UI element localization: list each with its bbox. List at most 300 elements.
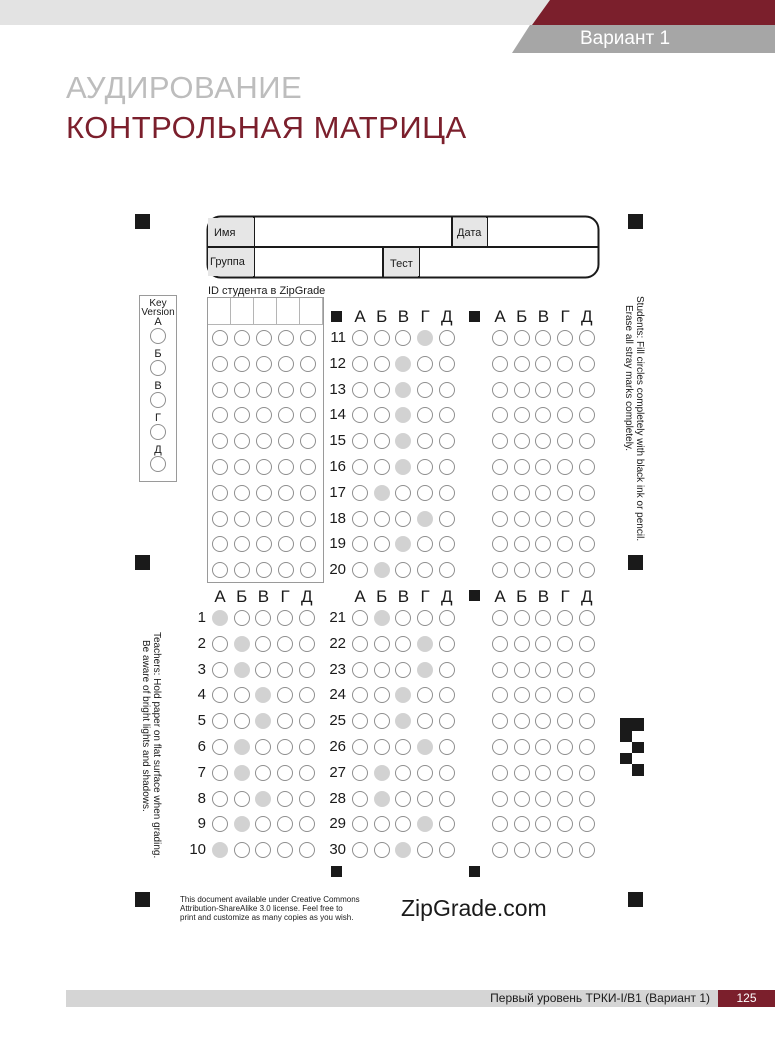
answer-bubble[interactable] [352,485,368,501]
answer-bubble[interactable] [277,791,293,807]
answer-bubble[interactable] [395,536,411,552]
answer-bubble[interactable] [212,791,228,807]
answer-bubble[interactable] [579,511,595,527]
id-digit-bubble[interactable] [212,433,228,449]
answer-bubble[interactable] [299,842,315,858]
answer-bubble[interactable] [557,511,573,527]
id-digit-bubble[interactable] [278,562,294,578]
answer-bubble[interactable] [492,791,508,807]
answer-bubble[interactable] [352,330,368,346]
id-digit-bubble[interactable] [278,485,294,501]
answer-bubble[interactable] [557,791,573,807]
answer-bubble[interactable] [579,433,595,449]
key-version-bubble[interactable] [150,328,166,344]
answer-bubble[interactable] [395,765,411,781]
answer-bubble[interactable] [299,662,315,678]
answer-bubble[interactable] [255,636,271,652]
answer-bubble[interactable] [395,842,411,858]
answer-bubble[interactable] [395,356,411,372]
id-write-cell[interactable] [277,298,300,324]
answer-bubble[interactable] [352,407,368,423]
answer-bubble[interactable] [579,739,595,755]
answer-bubble[interactable] [255,739,271,755]
answer-bubble[interactable] [417,562,433,578]
id-digit-bubble[interactable] [256,562,272,578]
answer-bubble[interactable] [579,459,595,475]
answer-bubble[interactable] [352,562,368,578]
answer-bubble[interactable] [277,662,293,678]
answer-bubble[interactable] [212,739,228,755]
answer-bubble[interactable] [535,739,551,755]
answer-bubble[interactable] [417,407,433,423]
answer-bubble[interactable] [374,816,390,832]
date-field[interactable] [489,218,589,246]
id-digit-bubble[interactable] [212,382,228,398]
answer-bubble[interactable] [395,511,411,527]
answer-bubble[interactable] [579,687,595,703]
answer-bubble[interactable] [535,485,551,501]
answer-bubble[interactable] [492,485,508,501]
id-digit-bubble[interactable] [256,356,272,372]
answer-bubble[interactable] [492,356,508,372]
answer-bubble[interactable] [374,610,390,626]
answer-bubble[interactable] [514,407,530,423]
answer-bubble[interactable] [579,562,595,578]
answer-bubble[interactable] [395,459,411,475]
id-digit-bubble[interactable] [212,562,228,578]
answer-bubble[interactable] [352,382,368,398]
answer-bubble[interactable] [535,713,551,729]
id-digit-bubble[interactable] [300,562,316,578]
id-digit-bubble[interactable] [256,485,272,501]
answer-bubble[interactable] [535,662,551,678]
key-version-bubble[interactable] [150,424,166,440]
answer-bubble[interactable] [352,459,368,475]
answer-bubble[interactable] [255,687,271,703]
answer-bubble[interactable] [492,433,508,449]
id-digit-bubble[interactable] [234,330,250,346]
answer-bubble[interactable] [535,511,551,527]
answer-bubble[interactable] [374,791,390,807]
answer-bubble[interactable] [514,662,530,678]
answer-bubble[interactable] [255,662,271,678]
answer-bubble[interactable] [439,433,455,449]
id-digit-bubble[interactable] [256,330,272,346]
answer-bubble[interactable] [299,713,315,729]
answer-bubble[interactable] [374,562,390,578]
answer-bubble[interactable] [557,739,573,755]
answer-bubble[interactable] [255,816,271,832]
id-digit-bubble[interactable] [212,536,228,552]
answer-bubble[interactable] [395,382,411,398]
answer-bubble[interactable] [212,610,228,626]
answer-bubble[interactable] [557,382,573,398]
answer-bubble[interactable] [579,662,595,678]
answer-bubble[interactable] [234,636,250,652]
answer-bubble[interactable] [557,407,573,423]
answer-bubble[interactable] [352,610,368,626]
answer-bubble[interactable] [417,330,433,346]
answer-bubble[interactable] [492,511,508,527]
answer-bubble[interactable] [395,713,411,729]
answer-bubble[interactable] [557,687,573,703]
answer-bubble[interactable] [395,610,411,626]
answer-bubble[interactable] [374,511,390,527]
id-digit-bubble[interactable] [212,330,228,346]
answer-bubble[interactable] [417,485,433,501]
answer-bubble[interactable] [579,765,595,781]
answer-bubble[interactable] [395,739,411,755]
answer-bubble[interactable] [212,687,228,703]
answer-bubble[interactable] [557,662,573,678]
answer-bubble[interactable] [395,562,411,578]
answer-bubble[interactable] [212,636,228,652]
answer-bubble[interactable] [417,662,433,678]
id-digit-bubble[interactable] [300,459,316,475]
answer-bubble[interactable] [277,610,293,626]
answer-bubble[interactable] [234,662,250,678]
id-digit-bubble[interactable] [278,536,294,552]
answer-bubble[interactable] [395,330,411,346]
answer-bubble[interactable] [514,382,530,398]
answer-bubble[interactable] [535,842,551,858]
answer-bubble[interactable] [579,842,595,858]
key-version-bubble[interactable] [150,360,166,376]
answer-bubble[interactable] [352,842,368,858]
answer-bubble[interactable] [277,765,293,781]
id-digit-bubble[interactable] [234,459,250,475]
answer-bubble[interactable] [352,713,368,729]
id-digit-bubble[interactable] [234,536,250,552]
answer-bubble[interactable] [395,687,411,703]
answer-bubble[interactable] [417,842,433,858]
answer-bubble[interactable] [212,842,228,858]
id-digit-bubble[interactable] [278,407,294,423]
answer-bubble[interactable] [579,407,595,423]
answer-bubble[interactable] [255,765,271,781]
id-digit-bubble[interactable] [256,536,272,552]
answer-bubble[interactable] [277,739,293,755]
answer-bubble[interactable] [417,356,433,372]
answer-bubble[interactable] [417,739,433,755]
answer-bubble[interactable] [374,382,390,398]
answer-bubble[interactable] [395,407,411,423]
answer-bubble[interactable] [374,687,390,703]
answer-bubble[interactable] [492,713,508,729]
answer-bubble[interactable] [514,739,530,755]
answer-bubble[interactable] [374,713,390,729]
answer-bubble[interactable] [535,687,551,703]
answer-bubble[interactable] [535,791,551,807]
answer-bubble[interactable] [234,610,250,626]
id-digit-bubble[interactable] [212,485,228,501]
id-write-cell[interactable] [231,298,254,324]
answer-bubble[interactable] [255,713,271,729]
answer-bubble[interactable] [557,562,573,578]
answer-bubble[interactable] [352,791,368,807]
id-digit-bubble[interactable] [300,382,316,398]
answer-bubble[interactable] [557,433,573,449]
id-digit-bubble[interactable] [256,459,272,475]
answer-bubble[interactable] [439,739,455,755]
answer-bubble[interactable] [417,765,433,781]
answer-bubble[interactable] [374,433,390,449]
id-digit-bubble[interactable] [300,485,316,501]
id-digit-bubble[interactable] [256,433,272,449]
answer-bubble[interactable] [579,536,595,552]
answer-bubble[interactable] [514,459,530,475]
answer-bubble[interactable] [439,816,455,832]
answer-bubble[interactable] [234,842,250,858]
answer-bubble[interactable] [535,382,551,398]
answer-bubble[interactable] [299,739,315,755]
id-digit-bubble[interactable] [300,356,316,372]
answer-bubble[interactable] [535,356,551,372]
answer-bubble[interactable] [277,713,293,729]
answer-bubble[interactable] [299,610,315,626]
answer-bubble[interactable] [374,407,390,423]
id-digit-bubble[interactable] [234,407,250,423]
id-digit-bubble[interactable] [234,511,250,527]
answer-bubble[interactable] [535,816,551,832]
id-digit-bubble[interactable] [278,382,294,398]
answer-bubble[interactable] [212,713,228,729]
answer-bubble[interactable] [492,459,508,475]
id-write-cell[interactable] [254,298,277,324]
answer-bubble[interactable] [439,791,455,807]
answer-bubble[interactable] [212,662,228,678]
answer-bubble[interactable] [439,330,455,346]
answer-bubble[interactable] [417,791,433,807]
answer-bubble[interactable] [417,610,433,626]
answer-bubble[interactable] [352,662,368,678]
answer-bubble[interactable] [535,636,551,652]
answer-bubble[interactable] [352,433,368,449]
answer-bubble[interactable] [514,330,530,346]
answer-bubble[interactable] [579,791,595,807]
answer-bubble[interactable] [374,662,390,678]
answer-bubble[interactable] [579,713,595,729]
answer-bubble[interactable] [492,662,508,678]
answer-bubble[interactable] [234,816,250,832]
answer-bubble[interactable] [255,610,271,626]
answer-bubble[interactable] [492,330,508,346]
answer-bubble[interactable] [535,610,551,626]
id-digit-bubble[interactable] [278,459,294,475]
id-digit-bubble[interactable] [256,382,272,398]
answer-bubble[interactable] [439,356,455,372]
answer-bubble[interactable] [352,511,368,527]
answer-bubble[interactable] [514,433,530,449]
answer-bubble[interactable] [439,485,455,501]
answer-bubble[interactable] [579,330,595,346]
answer-bubble[interactable] [557,636,573,652]
answer-bubble[interactable] [395,791,411,807]
answer-bubble[interactable] [514,713,530,729]
id-digit-bubble[interactable] [278,356,294,372]
answer-bubble[interactable] [514,765,530,781]
answer-bubble[interactable] [299,791,315,807]
answer-bubble[interactable] [374,739,390,755]
id-digit-bubble[interactable] [234,382,250,398]
answer-bubble[interactable] [374,536,390,552]
id-digit-bubble[interactable] [234,485,250,501]
answer-bubble[interactable] [374,485,390,501]
answer-bubble[interactable] [439,842,455,858]
answer-bubble[interactable] [492,739,508,755]
name-field[interactable] [256,218,451,246]
answer-bubble[interactable] [212,816,228,832]
answer-bubble[interactable] [352,636,368,652]
answer-bubble[interactable] [535,765,551,781]
answer-bubble[interactable] [417,636,433,652]
answer-bubble[interactable] [535,330,551,346]
answer-bubble[interactable] [374,330,390,346]
answer-bubble[interactable] [439,765,455,781]
answer-bubble[interactable] [514,842,530,858]
id-digit-bubble[interactable] [234,356,250,372]
answer-bubble[interactable] [557,485,573,501]
answer-bubble[interactable] [579,382,595,398]
answer-bubble[interactable] [439,562,455,578]
answer-bubble[interactable] [395,636,411,652]
answer-bubble[interactable] [417,713,433,729]
id-digit-bubble[interactable] [278,511,294,527]
key-version-bubble[interactable] [150,456,166,472]
answer-bubble[interactable] [439,662,455,678]
answer-bubble[interactable] [579,636,595,652]
answer-bubble[interactable] [492,842,508,858]
answer-bubble[interactable] [352,765,368,781]
id-digit-bubble[interactable] [234,562,250,578]
answer-bubble[interactable] [514,687,530,703]
answer-bubble[interactable] [352,356,368,372]
answer-bubble[interactable] [514,536,530,552]
answer-bubble[interactable] [417,459,433,475]
id-digit-bubble[interactable] [300,407,316,423]
answer-bubble[interactable] [579,356,595,372]
answer-bubble[interactable] [374,842,390,858]
answer-bubble[interactable] [299,687,315,703]
answer-bubble[interactable] [395,433,411,449]
answer-bubble[interactable] [277,816,293,832]
id-digit-bubble[interactable] [300,330,316,346]
answer-bubble[interactable] [352,687,368,703]
answer-bubble[interactable] [514,791,530,807]
id-digit-bubble[interactable] [300,536,316,552]
id-digit-bubble[interactable] [278,433,294,449]
answer-bubble[interactable] [439,382,455,398]
id-digit-bubble[interactable] [212,356,228,372]
answer-bubble[interactable] [439,511,455,527]
answer-bubble[interactable] [417,511,433,527]
key-version-bubble[interactable] [150,392,166,408]
answer-bubble[interactable] [439,536,455,552]
id-write-cell[interactable] [300,298,323,324]
answer-bubble[interactable] [352,536,368,552]
answer-bubble[interactable] [514,562,530,578]
answer-bubble[interactable] [374,356,390,372]
answer-bubble[interactable] [492,407,508,423]
answer-bubble[interactable] [514,610,530,626]
id-digit-bubble[interactable] [212,511,228,527]
answer-bubble[interactable] [557,536,573,552]
answer-bubble[interactable] [352,816,368,832]
answer-bubble[interactable] [492,610,508,626]
answer-bubble[interactable] [557,610,573,626]
answer-bubble[interactable] [557,816,573,832]
answer-bubble[interactable] [492,687,508,703]
id-digit-bubble[interactable] [256,511,272,527]
answer-bubble[interactable] [234,687,250,703]
id-digit-bubble[interactable] [300,433,316,449]
answer-bubble[interactable] [374,459,390,475]
id-digit-bubble[interactable] [256,407,272,423]
answer-bubble[interactable] [234,713,250,729]
answer-bubble[interactable] [234,765,250,781]
answer-bubble[interactable] [417,816,433,832]
answer-bubble[interactable] [255,791,271,807]
answer-bubble[interactable] [535,433,551,449]
answer-bubble[interactable] [492,636,508,652]
answer-bubble[interactable] [579,485,595,501]
answer-bubble[interactable] [234,791,250,807]
answer-bubble[interactable] [417,433,433,449]
id-digit-bubble[interactable] [300,511,316,527]
answer-bubble[interactable] [514,636,530,652]
answer-bubble[interactable] [492,536,508,552]
answer-bubble[interactable] [557,356,573,372]
id-digit-bubble[interactable] [212,407,228,423]
answer-bubble[interactable] [439,636,455,652]
answer-bubble[interactable] [417,687,433,703]
answer-bubble[interactable] [374,765,390,781]
answer-bubble[interactable] [557,713,573,729]
answer-bubble[interactable] [492,816,508,832]
answer-bubble[interactable] [557,459,573,475]
answer-bubble[interactable] [492,382,508,398]
answer-bubble[interactable] [514,485,530,501]
answer-bubble[interactable] [535,536,551,552]
answer-bubble[interactable] [417,536,433,552]
id-write-cell[interactable] [208,298,231,324]
answer-bubble[interactable] [439,407,455,423]
answer-bubble[interactable] [514,511,530,527]
answer-bubble[interactable] [299,765,315,781]
answer-bubble[interactable] [417,382,433,398]
answer-bubble[interactable] [439,687,455,703]
answer-bubble[interactable] [255,842,271,858]
answer-bubble[interactable] [579,816,595,832]
answer-bubble[interactable] [277,842,293,858]
answer-bubble[interactable] [439,459,455,475]
answer-bubble[interactable] [492,562,508,578]
answer-bubble[interactable] [395,485,411,501]
answer-bubble[interactable] [535,562,551,578]
answer-bubble[interactable] [277,636,293,652]
answer-bubble[interactable] [557,330,573,346]
answer-bubble[interactable] [557,842,573,858]
answer-bubble[interactable] [352,739,368,755]
answer-bubble[interactable] [395,662,411,678]
test-field[interactable] [421,248,591,276]
answer-bubble[interactable] [579,610,595,626]
answer-bubble[interactable] [557,765,573,781]
answer-bubble[interactable] [514,356,530,372]
id-digit-bubble[interactable] [278,330,294,346]
answer-bubble[interactable] [277,687,293,703]
answer-bubble[interactable] [535,459,551,475]
